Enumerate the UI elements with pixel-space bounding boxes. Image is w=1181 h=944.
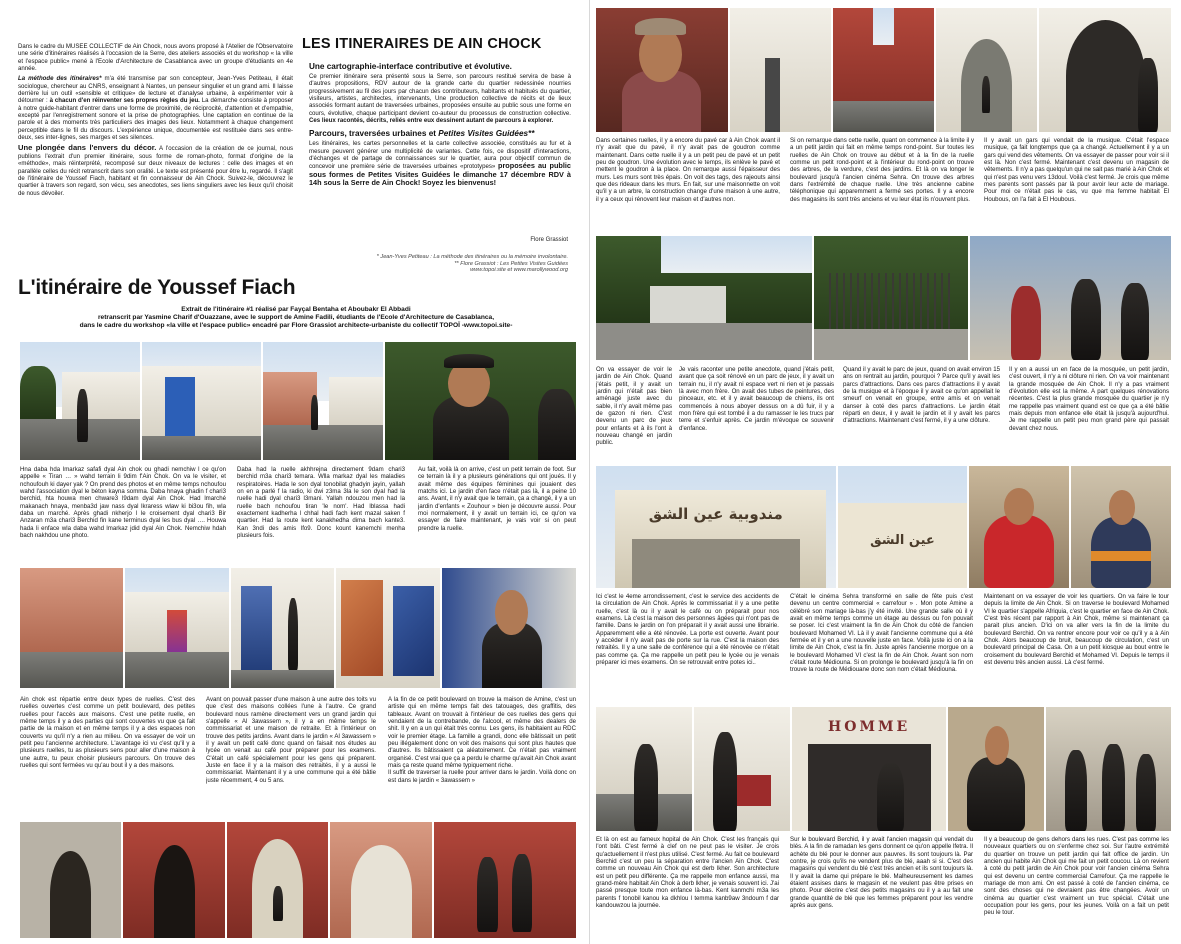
text-r2-col4: Il y en a aussi un en face de la mosquée, un petit jardin, c'est ouvert, il n'y a ni clôture ni rien. On va voir maintenant la grande mosquée de Ain Chok. Il n'y a pas vraiment d'évolution elle est la même. A part quelques rénovations récentes. C'est la plus grande mosquée du quartier je n'y me rappelle pas vraiment quand est ce que ça a été bâtie mais depuis mon enfance elle était là jusqu'à aujourd'hui. Je me rappelle un petit peu mon grand père qui passait devant chez nous.: [1009, 366, 1169, 432]
park-crowd-photo: [970, 236, 1171, 360]
text-row1-col2: Daba had la ruelle akhhrejna directement 9dam chari3 berchid m3a chari3 temara. Wlla markaz dyal les maladies respiratoires. Hada le son dyal tonobilat ghadyin jayin, yallah on en a parlé f la radio, ki dwi z3ma 3la le son dyal had la ruelle hadi dyal chari3 l3mani. Yallah ndouzou men had la ruelle bach nchoufou tiran 'le nom'. Had lblassa hadi exactement kadherha l chhal hadi fach kent mazal saken f quartier. Had la route kent kanakhedha dima bach kante3. Kan 3ndi des amis lfo9. Donc kount kanemchi menha plusieurs fois.: [237, 466, 405, 540]
footnote-1: * Jean-Yves Petiteau : La méthode des itinéraires ou la mémoire involontaire.: [376, 254, 568, 260]
text-r2-col3: Quand il y avait le parc de jeux, quand on avait environ 15 ans on rentrait au jardin, pourquoi ? Parce qu'il y avait les parcs d'attractions. Dans ces parcs d'attractions il y avait de la musique et à l'époque il y avait ce qu'on appellait le smeurf on venait en groupe, entre amis et on venait danser à coté des parcs d'attractions. Le jardin était réparti en deux, il y avait le jardin et il y avait les parcs d'attractions. Maintenant c'est fermé, il y a une clôture.: [843, 366, 1000, 425]
itinerary-title: L'itinéraire de Youssef Fiach: [18, 276, 296, 299]
photo-strip-1: [20, 342, 576, 460]
text-r3-col3: Maintenant on va essayer de voir les quartiers. On va faire le tour depuis la limite de Ain Chok. Si on traverse le boulevard Mohamed VI le quartier s'appelle Afriquia, c'est le quartier en face de Ain Chok. C'est très récent par rapport à Ain Chok, même si maintenant ça parait plus ancien. D'ici on va aller vers la fin de la limite du boulevard Berchid. On va rentrer encore pour voir ce qu'il y a à Ain Chok. Alors beaucoup de bruit, beaucoup de circulation, c'est un boulevard principal de Casa. On a un petit kiosque au bout entre le croisement du boulevard Berchid et Mohamed VI. Depuis le temps il est devenu très ancien aussi. Là c'est fermé.: [984, 593, 1169, 667]
boy-photo-2: [1071, 466, 1171, 588]
park-photo-1: [596, 236, 812, 360]
text-r4-col2: Sur le boulevard Berchid, il y avait l'ancien magasin qui vendait du blés. A la fin de ramadan les gens donnent ce qu'on appelle lfetra. Il achète du blé pour le donner aux pauvres. Ils sont toujours là. Par contre, je crois qu'ils ne vendent plus de blé, aaah si si. C'est des magasins qui vendent du blé c'est très ancien et ils sont toujours là. Il y avait la dame qui prépare le blé. Malheureusement les dames étaient assises dans le magasin et ne veulent pas être prises en photo. Pour décrire c'est des petits magasins ou il y a au fait une grande quantité de blé que les femmes préparent pour les vendre après aux gens.: [790, 836, 973, 910]
cartography-heading: Une cartographie-interface contributive et évolutive.: [309, 62, 512, 71]
photo-strip-r2: [596, 236, 1171, 360]
text-r1-col3: Il y avait un gars qui vendait de la musique. C'était l'espace musique, ça fait longtemps que ça a changé. Actuellement il y a un gars qui vend des vêtements. On va essayer de passer pour voir si il est là. Non c'est fermé. Maintenant c'est devenu un magasin de vêtements. Il n'y a pas quelqu'un qui ne sait pas marié à Ain Chok et qui n'est pas venu vers 13doul. Voilà c'est fermé. Je crois que même mes parents sont passés par là pour avoir leur acte de mariage. Pour moi ce n'était pas le cas, vu que ma femme habitait El Houbous, on l'a fait à El Houbous.: [984, 137, 1169, 203]
boy-photo-1: [969, 466, 1069, 588]
signature: Flore Grassiot: [530, 237, 568, 243]
footnote-3: www.topoi.site et www.marollywood.org: [470, 267, 568, 274]
street-walk-photo-2: [694, 707, 790, 831]
arch-photo-1: [20, 822, 121, 938]
alley-photo-2: [125, 568, 228, 688]
youssef-portrait-3: [596, 8, 728, 132]
photo-strip-2: [20, 568, 576, 688]
parcours-text: Les itinéraires, les cartes personnelles et la carte collective associée, constitués au fur et à mesure peuvent générer une multiplicité de variantes. Cette fois, ce dispositif d'interactions, d'échanges et de partage de connaissances sur le quartier, aura pour objectif commun de concevoir une première série de traversées urbaines «prototypes» proposées au public sous formes de Petites Visites Guidées le dimanche 17 décembre RDV à 14h sous la Serre de Ain Chock! Soyez les bienvenus!: [309, 140, 571, 188]
text-r2-col1: On va essayer de voir le jardin de Ain Chok. Quand j'étais petit, il y avait un jardin qui n'était pas bien aménagé juste avec du sable, il n'y avait même pas de gazon ni rien. C'est devenu un parc de jeux pour enfants et à ils l'ont à nouveau changé en jardin public.: [596, 366, 672, 447]
shop-homme-photo: [792, 707, 946, 831]
youssef-portrait-1: [385, 342, 576, 460]
dive-heading: Une plongée dans l'envers du décor.: [18, 143, 157, 153]
blue-gate-photo: [142, 342, 262, 460]
boulevard-photo: [263, 342, 383, 460]
carpets-photo-2: [336, 568, 439, 688]
method-heading: La méthode des itinéraires*: [18, 75, 102, 83]
footnote-2: ** Flore Grassiot : Les Petites Visites Guidées: [454, 260, 568, 267]
text-row1-col3: Au fait, voilà là on arrive, c'est un petit terrain de foot. Sur ce terrain là il y a plusieurs générations qui ont joués. Il y avait même des équipes féminines qui jouaient des matchs ici. Le jardin d'en face n'était pas là, il a peine 10 ans. Avant, il n'y avait que le terrain, ça a changé, il y a un jardin d'enfants « Zouhour » bien je découvre aussi. Pour moi normalement, il y avait un terrain ici, ce qu'on va essayer de faire maintenant, je vais voir si on peut prendre la ruelle.: [418, 466, 576, 532]
alley-photo-1: [20, 568, 123, 688]
text-r1-col2: Si on remarque dans cette ruelle, quant on commence à la limite il y a un petit jardin qui fait en même temps rond-point. Sur toutes les ruelles de Ain Chok on trouve au début et à la fin de la ruelle comme un petit rond-point et à l'intérieur du rond-point on trouve des arbres, de la verdure, c'est des jardins. Et là on va longer le boulevard jusqu'à l'ancien cinéma Sehra. On trouve des arbres dans l'extrémité de chaque ruelle. Une très ancienne cabine téléphonique qui apparemment a fermé ses portes. Il y a encore des magasins ils sont très anciens et vu leur état ils n'ouvrent plus.: [790, 137, 974, 203]
white-alley-photo: [730, 8, 831, 132]
text-row2-col2: Avant on pouvait passer d'une maison à une autre des toits vu que c'est des maisons collées l'une à l'autre. Ce grand boulevard nous ramène directement vers un grand jardin qui s'appelle « Al 3awassem », il y a en même temps le commissariat et une maison de retraite. Et à l'intérieur on trouve des petits jardins. Avant dans le jardin « Al 3awassem » il y avait un petit café donc quand on faisait nos études au lycée on venait au café pour préparer pour les examens. C'était un café spécialement pour les gens qui préparent. Juste en face il y a la maison des retraités, il y a aussi le commissariat. Maintenant il y a une commune qui a été bâtie juste récemment, 4 ou 5 ans.: [206, 696, 376, 784]
header-right-column: [309, 62, 571, 247]
youssef-portrait-2: [442, 568, 576, 688]
text-row2-col1: Ain chok est répartie entre deux types de ruelles. C'est des ruelles ouvertes c'est comme un petit boulevard, des petites ruelles pour l'accès aux maisons. C'est une petite ruelle, en même temps il y a des parties qui sont couvertes vu que ça fait partie de la maison et en même temps il y a des espaces non couverts vu qu'il n'y a rien au milieu. On va essayer de voir un petit peu l'ancienne architecture. L'avantage ici vu c'est qu'il y a plusieurs ruelles, tu as plusieurs sens pour aller d'une maison à une autre, tu peux choisir plusieurs parcours. On trouve des ruelles qui sont fermées vu qu'au bout il y a des maisons.: [20, 696, 195, 770]
street-photo-1: [20, 342, 140, 460]
text-r2-col2: Je vais raconter une petite anecdote, quand j'étais petit, avant que ça soit rénové en un parc de jeux, il y avait un terrain nu, il n'y avait ni espace vert ni rien et je passais là avec mon frère. On avait des tubes de peintures, des pinceaux, etc. et il y avait beaucoup de chiens, ils ont commencés à nous aboyer dessus on a dû fuir, il y a mon frère qui est tombé il a du ramasser le les trucs par terre et s'enfuir après. Ce jardin m'évoque ce souvenir d'enfance.: [679, 366, 834, 432]
parcours-heading: Parcours, traversées urbaines et Petites Visites Guidées**: [309, 129, 535, 139]
text-row1-col1: Hna daba hda lmarkaz safafi dyal Ain chok ou ghadi nemchiw l ce qu'on appelle « Tiran … » wahd terrain li 9dim f'Ain Chok. On va le visiter, et nchoufouh ki dayer yak ? On prend des photos et en même temps nchoufou wahd l'association dyal le béton kayna somma. Daba hnaya ghadin f chari3 berchid, hta houwa men chware3 l9dam dyal Ain Chok. Had lmarché makanach hnaya, menba3d jaw nass dyal lkraress wlaw ki bi3ou fih, wla daba un marché. Après ghadi nkherjo l le croisement dyal chari3 Bir Anzaran m3a chari3 Berchid fin kane terminus dyal les bus dyal …. Houwa hada li enface wla daba wahd lmarkaz jdid dyal Ain Chok. Nemchiw hdah bach nakhdou une photo.: [20, 466, 226, 540]
building-sign-text: مندوبية عين الشق: [648, 505, 783, 524]
text-r1-col1: Dans certaines ruelles, il y a encore du pavé car à Ain Chok avant il n'y avait que du pavé, il n'y avait pas de goudron comme maintenant. Dans cette ruelle il y a un petit peu de pavé et un petit peu de goudron. Une évolution avec le temps, ils enlève le pavé et mettent le goudron à la place. On remarque aussi l'épaisseur des murs. Les murs sont très épais. On voit des tags, des rajeouts ainsi que des rideaux dans les murs. En fait, sur une maisonnette on voit qu'il y a un arbre, la construction change d'une maison à une autre, il y a ceux qui rénovent leur maison et d'autres non.: [596, 137, 780, 203]
intro-column: [18, 43, 293, 275]
youssef-portrait-4: [948, 707, 1044, 831]
text-r4-col1: Et là on est au fameux hopital de Ain Chok. C'est les français qui l'ont bâti. C'est fermé à clef on ne peut pas le visiter. Je crois qu'actuellement il n'est plus utilisé. C'est fermé. Au fait ce boulevard Berchid c'est un peu la séparation entre l'ancien Ain Chok. C'est comme un nouveau Ain Chok qui est derb lkher. Son architecture est un petit peu différente. Ça me rappelle mon enfance aussi, ma grand-mère habitait Ain Chok à derb lkher, je venais souvent ici. J'ai passé presque toute mon enfance là-bas. Kent kanmchi m3a les parents f tonobil kanou ka dkhlou l temma kanb9aw 3ndoum f dar kandouwzou la journée.: [596, 836, 779, 910]
left-page: [0, 0, 590, 944]
street-walk-photo-1: [596, 707, 692, 831]
alley-walkers-photo: [434, 822, 576, 938]
sign-closeup-text: عين الشق: [870, 533, 935, 549]
text-r3-col2: C'était le cinéma Sehra transformé en salle de fête puis c'est devenu un centre commercial « carrefour » . Mon pote Amine a célébré son mariage là-bas j'y été invité. Une grande salle où il y avait en même temps comme un étage au dessus ou l'on pouvait se poser. Ici c'est vraiment la fin de Ain Chok du côté de l'ancien boulevard Mohamed VI. Là il y avait l'ancienne commune qui a été fermée et il y en a une nouvelle juste en face. Voilà juste ici on a la limite de Ain Chok, c'est la fin. Juste après l'ancienne morgue on a le boulevard Mohamed VI c'est la fin de Ain Chok. Avant son nom c'était route Médiouna. Si on prolonge le boulevard jusqu'à la fin on trouve la route de Médiouane donc son nom c'était Médiouna.: [790, 593, 973, 674]
intro-paragraph-2: La méthode des itinéraires* m'a été transmise par son concepteur, Jean-Yves Petiteau, il était sociologue, chercheur au CNRS, enseignant à Nantes, un penseur singulier et un grand ami. Il laisse derrière lui un outil «sensible et critique» de lecture et d'analyse urbaine, à expérimenter voir à détourner : à chacun d'en réinventer ses propres règles du jeu. La démarche consiste à proposer à notre guide-habitant d'entrer dans une forme de proximité, de réciprocité, d'attention et d'empathie, excepté par l'enregistrement sonore et la prise de photographies. Une captation en continue de la parole et à des moments très particuliers des images des lieux. Notamment à chaque changement perceptible dans le fil du discours. L'expérience unique, documentée est restituée dans ses entre-deux, ses inter-lignes, ses marges et ses silences.: [18, 75, 293, 142]
park-gate-photo: [814, 236, 968, 360]
page-title: LES ITINERAIRES DE AIN CHOCK: [302, 36, 542, 52]
photo-strip-r4: [596, 707, 1171, 831]
cartography-text: Ce premier itinéraire sera présenté sous la Serre, son parcours restitué servira de base à d'autres propositions, RDV autour de la grande carte du quartier redessinée nourries progressivement au fil des jours par chacun des contributeurs, habitants et habitués du quartier, visiteurs, artistes, architectes, intervenants, Une production collective de récits et de lieux associés formant autant de traversées urbaines, proposées ensuite au public sous une forme en cours, évolutive, chaque participant devient co-auteur du processus de construction collective. Ces lieux racontés, décrits, reliés entre eux dessinent autant de parcours à explorer.: [309, 73, 571, 125]
photo-strip-r1: [596, 8, 1171, 132]
street-group-photo: [1046, 707, 1171, 831]
text-row2-col3: A la fin de ce petit boulevard on trouve la maison de Amine, c'est un artiste qui en même temps fait des tatouages, des graffitis, des tableaux. Avant on trouvait à l'intérieur de ces ruelles des gens qui vendaient de la contrebande, de l'alcool, et même des dealers de shit. Il y en a un qui était très connu. Les gens, ils habitaient au RDC voir le premier étage. La famille a grandi, donc elle bâtissait un petit peu illégalement donc on voit des maisons qui sont plus hautes que d'autres. Ils bâtissaient ça aléatoirement. Ce n'était pas vraiment organisé. C'est vrai que ça a perdu le charme qu'avait Ain Chok avant mais ça reste quand même typiquement riche. Il suffit de traverser la ruelle pour arriver dans le jardin. Voilà donc on est dans le jardin « 3awassem »: [388, 696, 576, 784]
arch-photo-3: [227, 822, 328, 938]
building-sign-photo: [596, 466, 836, 588]
sign-closeup-photo: [838, 466, 968, 588]
photo-strip-3: [20, 822, 576, 938]
shop-sign-text: HOMME: [828, 719, 911, 736]
intro-paragraph-1: Dans le cadre du MUSEE COLLECTIF de Ain Chock, nous avons proposé à l'Atelier de l'Observatoire une série d'itinéraires réalisés à l'occasion de la Serre, des ateliers associés et du workshop « la ville et l'espace public» mené à l'Ecole d'Architecture de Casablanca avec un groupe d'étudiants en 4e année.: [18, 43, 293, 73]
gateway-photo: [936, 8, 1037, 132]
arch-photo-2: [123, 822, 224, 938]
arch-door-photo: [1039, 8, 1171, 132]
text-r4-col3: Il y a beaucoup de gens dehors dans les rues. C'est pas comme les nouveaux quartiers ou on s'enferme chez soi. Sur l'autre extrémité du quartier on trouve un petit jardin qui fait office de jardin. Un ancien qui habite Ain Chok qui me fait un petit coucou. Là on revient à coté du petit jardin de Ain Chok pour voir l'ancien cinéma Sehra qui est devenu un centre commercial Carrefour. Ça me rappelle le mariage de mon ami. On est passé à coté de l'ancien cinéma, ce sont des choses qui ne devraient pas être changées. Avoir un cinéma au quartier c'est vraiment un truc spécial. C'était une occupation pour les gens, pour les jeunes. Voilà on a fait un petit peu le tour.: [984, 836, 1169, 917]
photo-strip-r3: [596, 466, 1171, 588]
text-r3-col1: Ici c'est le 4eme arrondissement, c'est le service des accidents de la circulation de Ain Chok. Après le commissariat il y a une petite ruelle, c'est là ou il y avait le café ou on préparait pour nos examens. Là c'est la maison des personnes âgées qui n'ont pas de famille. Dans le jardin on l'on préparait il y avait aussi une librairie. Apparemment elle a été rénovée. La porte est ouverte. Avant pour y accéder il n'y avait pas de porte sur la rue. C'est la maison des retraités. Il y a une salle de conférence qui a été rénovée ce n'était pas comme ça. Ça me rappelle un petit peu le lycée ou je venais préparer ici mes examens. On se retrouvait entre potes ici..: [596, 593, 779, 667]
red-alley-photo: [833, 8, 934, 132]
extract-credits: Extrait de l'itinéraire #1 réalisé par Fayçal Bentaha et Aboubakr El Abbadi retranscrit par Yasmine Charif d'Ouazzane, avec le support de Amine Fadili, étudiants de l'Ecole d'Architecture de Casablanca, dans le cadre du workshop «la ville et l'espace public» encadré par Flore Grassiot architecte-urbaniste du collectif TOPOÏ -www.topoi.site-: [79, 306, 513, 330]
arch-photo-4: [330, 822, 431, 938]
footnotes: [300, 254, 568, 274]
right-page: [591, 0, 1181, 944]
carpets-photo-1: [231, 568, 334, 688]
intro-paragraph-3: Une plongée dans l'envers du décor. A l'occasion de la création de ce journal, nous publions l'extrait d'un premier itinéraire, sous forme de roman-photo, format d'origine de la «méthode», mais réinterprété, recomposé sur deux niveaux de lectures : celle des images et en parallèle celles du récit retranscrit dans son oralité. Le texte est présenté pour être lu, regardé. Il s'agit de l'itinéraire de Youssef Fiach, habitant et fin connaisseur de Ain Chock. Suivez-le, découvrez le quartier à travers son regard, son vécu, ses anecdotes, ses liens singuliers avec les lieux qu'il choisit de nous dévoiler.: [18, 143, 293, 197]
